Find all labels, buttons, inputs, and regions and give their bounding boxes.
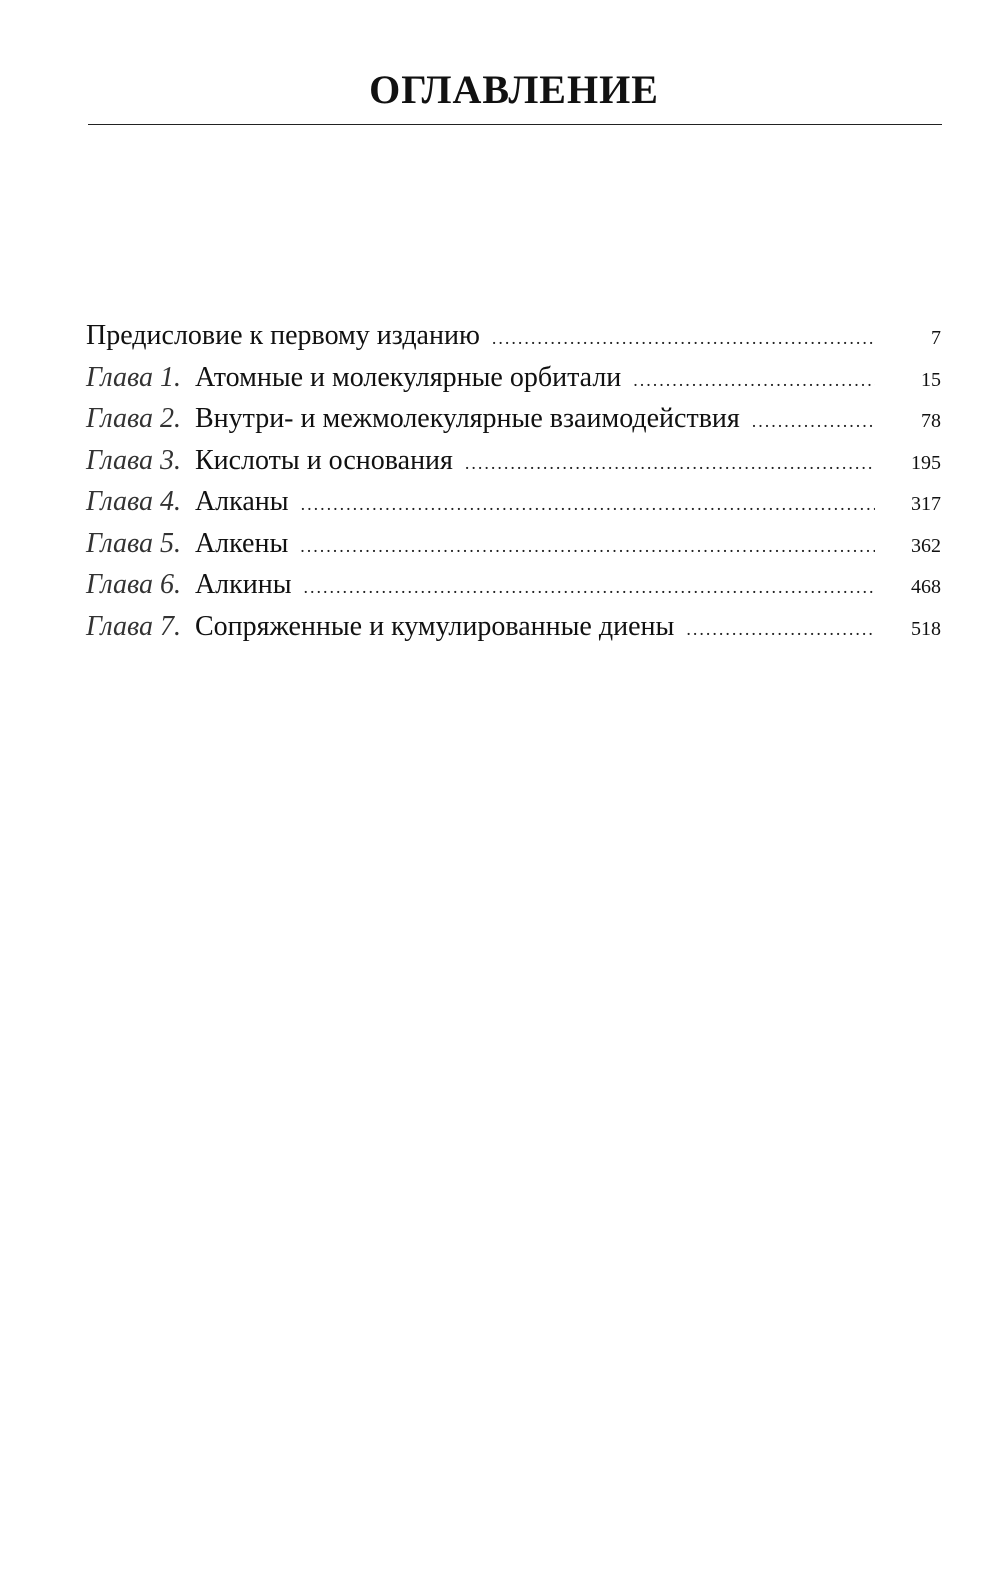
toc-entry-chapter-3[interactable] [86,440,941,482]
title-divider [88,124,942,125]
toc-entry-title: Алкины [194,569,292,600]
toc-page-number: 195 [911,451,941,474]
toc-entry-title: Атомные и молекулярные орбитали [194,361,622,393]
toc-page-number: 78 [921,410,941,432]
toc-entry-title: Алканы [194,486,289,517]
toc-dot-leader [752,401,875,443]
toc-entry-chapter-7[interactable] [86,606,941,648]
toc-chapter-label: Глава 7. [86,610,181,642]
toc-entry-title: Внутри- и межмолекулярные взаимодействия [194,403,740,434]
toc-chapter-label: Глава 3. [86,444,181,476]
toc-chapter-label: Глава 6. [86,569,181,600]
toc-entry-chapter-2[interactable] [86,398,941,440]
toc-page-number: 7 [931,327,941,349]
toc-page-number: 518 [911,617,941,640]
toc-page-number: 317 [911,493,941,515]
toc-dot-leader [301,484,875,526]
page-title: ОГЛАВЛЕНИЕ [369,67,659,112]
toc-page-number: 362 [911,534,941,557]
toc-chapter-label: Глава 5. [86,527,181,559]
toc-chapter-label: Глава 1. [86,361,181,393]
toc-dot-leader [304,567,875,609]
toc-entry-chapter-5[interactable] [86,523,941,565]
toc-entry-title: Предисловие к первому изданию [86,320,480,351]
toc-page-number: 15 [921,368,941,391]
toc-dot-leader [492,318,875,360]
toc-chapter-label: Глава 4. [86,486,181,517]
toc-entry-chapter-4[interactable] [86,481,941,523]
toc-dot-leader [686,609,875,651]
toc-dot-leader [465,443,875,485]
toc-page-number: 468 [911,576,941,598]
toc-entry-chapter-6[interactable] [86,564,941,606]
toc-dot-leader [300,526,875,568]
toc-chapter-label: Глава 2. [86,403,181,434]
table-of-contents [86,315,941,647]
toc-entry-title: Кислоты и основания [194,444,453,476]
toc-dot-leader [633,360,875,402]
toc-entry-title: Алкены [194,527,289,559]
toc-entry-preface[interactable] [86,315,941,357]
toc-entry-chapter-1[interactable] [86,357,941,399]
toc-entry-title: Сопряженные и кумулированные диены [194,610,675,642]
